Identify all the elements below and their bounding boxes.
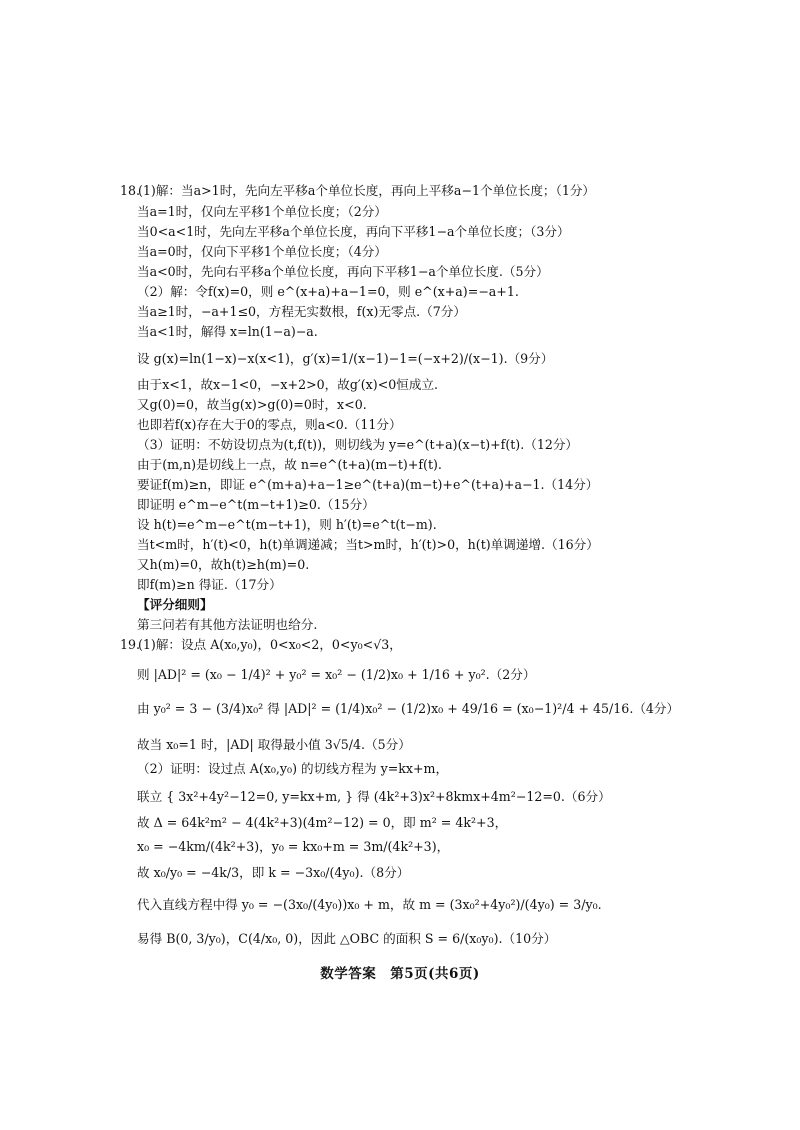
q18-line-2: 当a=1时，仅向左平移1个单位长度；（2分） (137, 204, 387, 219)
q18-line-10: 由于x<1，故x−1<0，−x+2>0，故g′(x)<0恒成立. (137, 377, 439, 392)
q18-line-13: （3）证明：不妨设切点为(t,f(t))，则切线为 y=e^(t+a)(x−t)+f(t).（12分） (137, 437, 579, 452)
q19-line-6: 联立 { 3x²+4y²−12=0, y=kx+m, } 得 (4k²+3)x²+8kmx+4m²−12=0.（6分） (137, 789, 611, 804)
q19-line-9: 故 x₀/y₀ = −4k/3，即 k = −3x₀/(4y₀).（8分） (137, 865, 410, 880)
q19-line-2: 则 |AD|² = (x₀ − 1/4)² + y₀² = x₀² − (1/2)x₀ + 1/16 + y₀².（2分） (137, 667, 536, 682)
q19-line-8: x₀ = −4km/(4k²+3)，y₀ = kx₀+m = 3m/(4k²+3)， (137, 839, 450, 854)
q18-line-7: 当a≥1时，−a+1≤0，方程无实数根，f(x)无零点.（7分） (137, 304, 466, 319)
question-18-number: 18. (120, 183, 141, 198)
grading-notes-text: 第三问若有其他方法证明也给分. (137, 617, 318, 632)
q18-line-20: 即f(m)≥n 得证.（17分） (137, 577, 282, 592)
q18-line-6: （2）解：令f(x)=0，则 e^(x+a)+a−1=0，则 e^(x+a)=−a+1. (137, 284, 519, 299)
q19-line-1: (1)解：设点 A(x₀,y₀)，0<x₀<2，0<y₀<√3， (138, 637, 402, 652)
page-footer: 数学答案 第5页(共6页) (320, 966, 480, 982)
q18-line-9: 设 g(x)=ln(1−x)−x(x<1)，g′(x)=1/(x−1)−1=(−x+2)/(x−1).（9分） (137, 351, 554, 366)
q19-line-10: 代入直线方程中得 y₀ = −(3x₀/(4y₀))x₀ + m，故 m = (3x₀²+4y₀²)/(4y₀) = 3/y₀. (137, 897, 602, 912)
q18-line-1: (1)解：当a>1时，先向左平移a个单位长度，再向上平移a−1个单位长度；（1分） (138, 183, 596, 198)
q19-line-4: 故当 x₀=1 时，|AD| 取得最小值 3√5/4.（5分） (137, 737, 411, 752)
q18-line-5: 当a<0时，先向右平移a个单位长度，再向下平移1−a个单位长度.（5分） (137, 264, 549, 279)
q18-line-19: 又h(m)=0，故h(t)≥h(m)=0. (137, 557, 310, 572)
q18-line-15: 要证f(m)≥n，即证 e^(m+a)+a−1≥e^(t+a)(m−t)+e^(t+a)+a−1.（14分） (137, 477, 599, 492)
q18-line-16: 即证明 e^m−e^t(m−t+1)≥0.（15分） (137, 497, 375, 512)
q18-line-12: 也即若f(x)存在大于0的零点，则a<0.（11分） (137, 417, 402, 432)
q18-line-3: 当0<a<1时，先向左平移a个单位长度，再向下平移1−a个单位长度；（3分） (137, 224, 570, 239)
q18-line-4: 当a=0时，仅向下平移1个单位长度；（4分） (137, 244, 387, 259)
q18-line-17: 设 h(t)=e^m−e^t(m−t+1)，则 h′(t)=e^t(t−m). (137, 517, 437, 532)
q18-line-11: 又g(0)=0，故当g(x)>g(0)=0时，x<0. (137, 397, 367, 412)
q19-line-11: 易得 B(0, 3/y₀)，C(4/x₀, 0)，因此 △OBC 的面积 S = 6/(x₀y₀).（10分） (137, 931, 557, 946)
q18-line-14: 由于(m,n)是切线上一点，故 n=e^(t+a)(m−t)+f(t). (137, 457, 442, 472)
q19-line-3: 由 y₀² = 3 − (3/4)x₀² 得 |AD|² = (1/4)x₀² − (1/2)x₀ + 49/16 = (x₀−1)²/4 + 45/16.（4分） (137, 701, 680, 716)
question-19-number: 19. (120, 637, 141, 652)
q19-line-5: （2）证明：设过点 A(x₀,y₀) 的切线方程为 y=kx+m， (137, 761, 449, 776)
grading-notes-heading: 【评分细则】 (137, 597, 213, 612)
q18-line-18: 当t<m时，h′(t)<0，h(t)单调递减；当t>m时，h′(t)>0，h(t)单调递增.（16分） (137, 537, 599, 552)
q18-line-8: 当a<1时，解得 x=ln(1−a)−a. (137, 324, 318, 339)
q19-line-7: 故 Δ = 64k²m² − 4(4k²+3)(4m²−12) = 0，即 m² = 4k²+3， (137, 815, 508, 830)
